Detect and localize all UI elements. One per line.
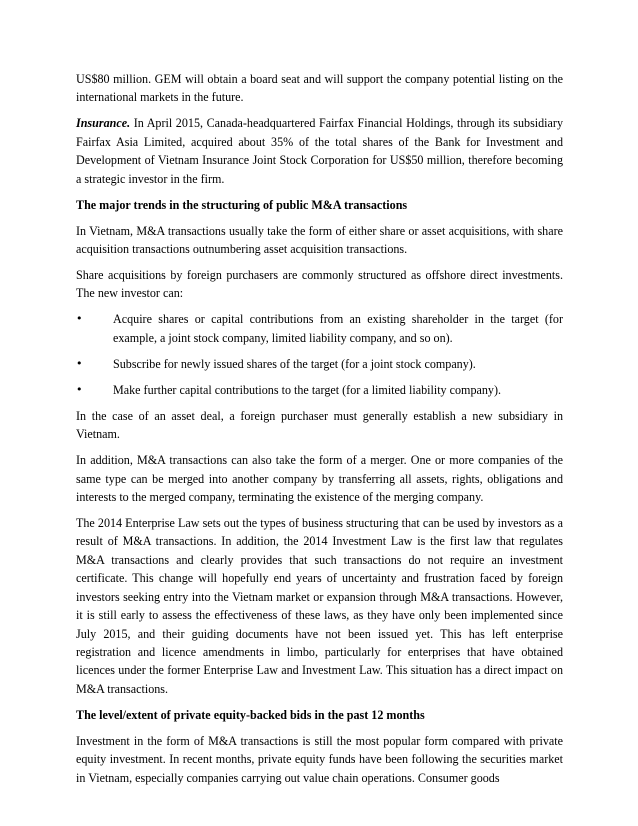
- insurance-paragraph: [76, 114, 563, 188]
- section-heading-private-equity: The level/extent of private equity-backed bids in the past 12 months: [76, 707, 425, 722]
- trends-paragraph-3: In the case of an asset deal, a foreign purchaser must generally establish a new subsidiary in Vietnam.: [76, 408, 563, 442]
- list-item-text: Subscribe for newly issued shares of the target (for a joint stock company).: [113, 356, 476, 371]
- document-page: [76, 70, 563, 795]
- insurance-lead: Insurance.: [76, 116, 131, 131]
- list-item: [76, 310, 563, 347]
- list-item: [76, 381, 563, 399]
- list-item-text: Make further capital contributions to the target (for a limited liability company).: [113, 382, 502, 397]
- list-item-text: Acquire shares or capital contributions from an existing shareholder in the target (for example, a joint stock company, limited liability company, and so on).: [113, 312, 563, 345]
- section-heading-trends: The major trends in the structuring of public M&A transactions: [76, 197, 408, 212]
- bullet-icon: •: [76, 356, 83, 370]
- private-equity-paragraph-1: Investment in the form of M&A transactions is still the most popular form compared with private equity investment. In recent months, private equity funds have been following the securities market in Vietnam, especially companies carrying out value chain operations. Consumer goods: [76, 733, 563, 785]
- intro-paragraph: US$80 million. GEM will obtain a board seat and will support the company potential listing on the international markets in the future.: [76, 72, 563, 105]
- trends-paragraph-4: In addition, M&A transactions can also take the form of a merger. One or more companies of the same type can be merged into another company by transferring all assets, rights, obligations and interests to the merged company, terminating the existence of the merging company.: [76, 453, 563, 505]
- bullet-icon: •: [76, 312, 83, 326]
- bullet-icon: •: [76, 382, 83, 396]
- investor-options-list: [76, 310, 563, 399]
- trends-paragraph-5: The 2014 Enterprise Law sets out the types of business structuring that can be used by investors as a result of M&A transactions. In addition, the 2014 Investment Law is the first law that regulates M&A transactions and clearly provides that such transactions do not require an investment certificate. This change will hopefully end years of uncertainty and frustration faced by foreign investors seeking entry into the Vietnam market or expansion through M&A transactions. However, it is still early to assess the effectiveness of these laws, as they have only been implemented since July 2015, and their guiding documents have not been issued yet. This has left enterprise registration and licence amendments in limbo, particularly for enterprises that have obtained licences under the former Enterprise Law and Investment Law. This situation has a direct impact on M&A transactions.: [76, 516, 563, 696]
- trends-paragraph-2: Share acquisitions by foreign purchasers are commonly structured as offshore direct investments. The new investor can:: [76, 268, 563, 301]
- insurance-text: In April 2015, Canada-headquartered Fairfax Financial Holdings, through its subsidiary Fairfax Asia Limited, acquired about 35% of the total shares of the Bank for Investment and Development of Vietnam Insurance Joint Stock Corporation for US$50 million, therefore becoming a strategic investor in the firm.: [76, 116, 563, 186]
- trends-paragraph-1: In Vietnam, M&A transactions usually take the form of either share or asset acquisitions, with share acquisition transactions outnumbering asset acquisition transactions.: [76, 223, 563, 257]
- list-item: [76, 355, 563, 373]
